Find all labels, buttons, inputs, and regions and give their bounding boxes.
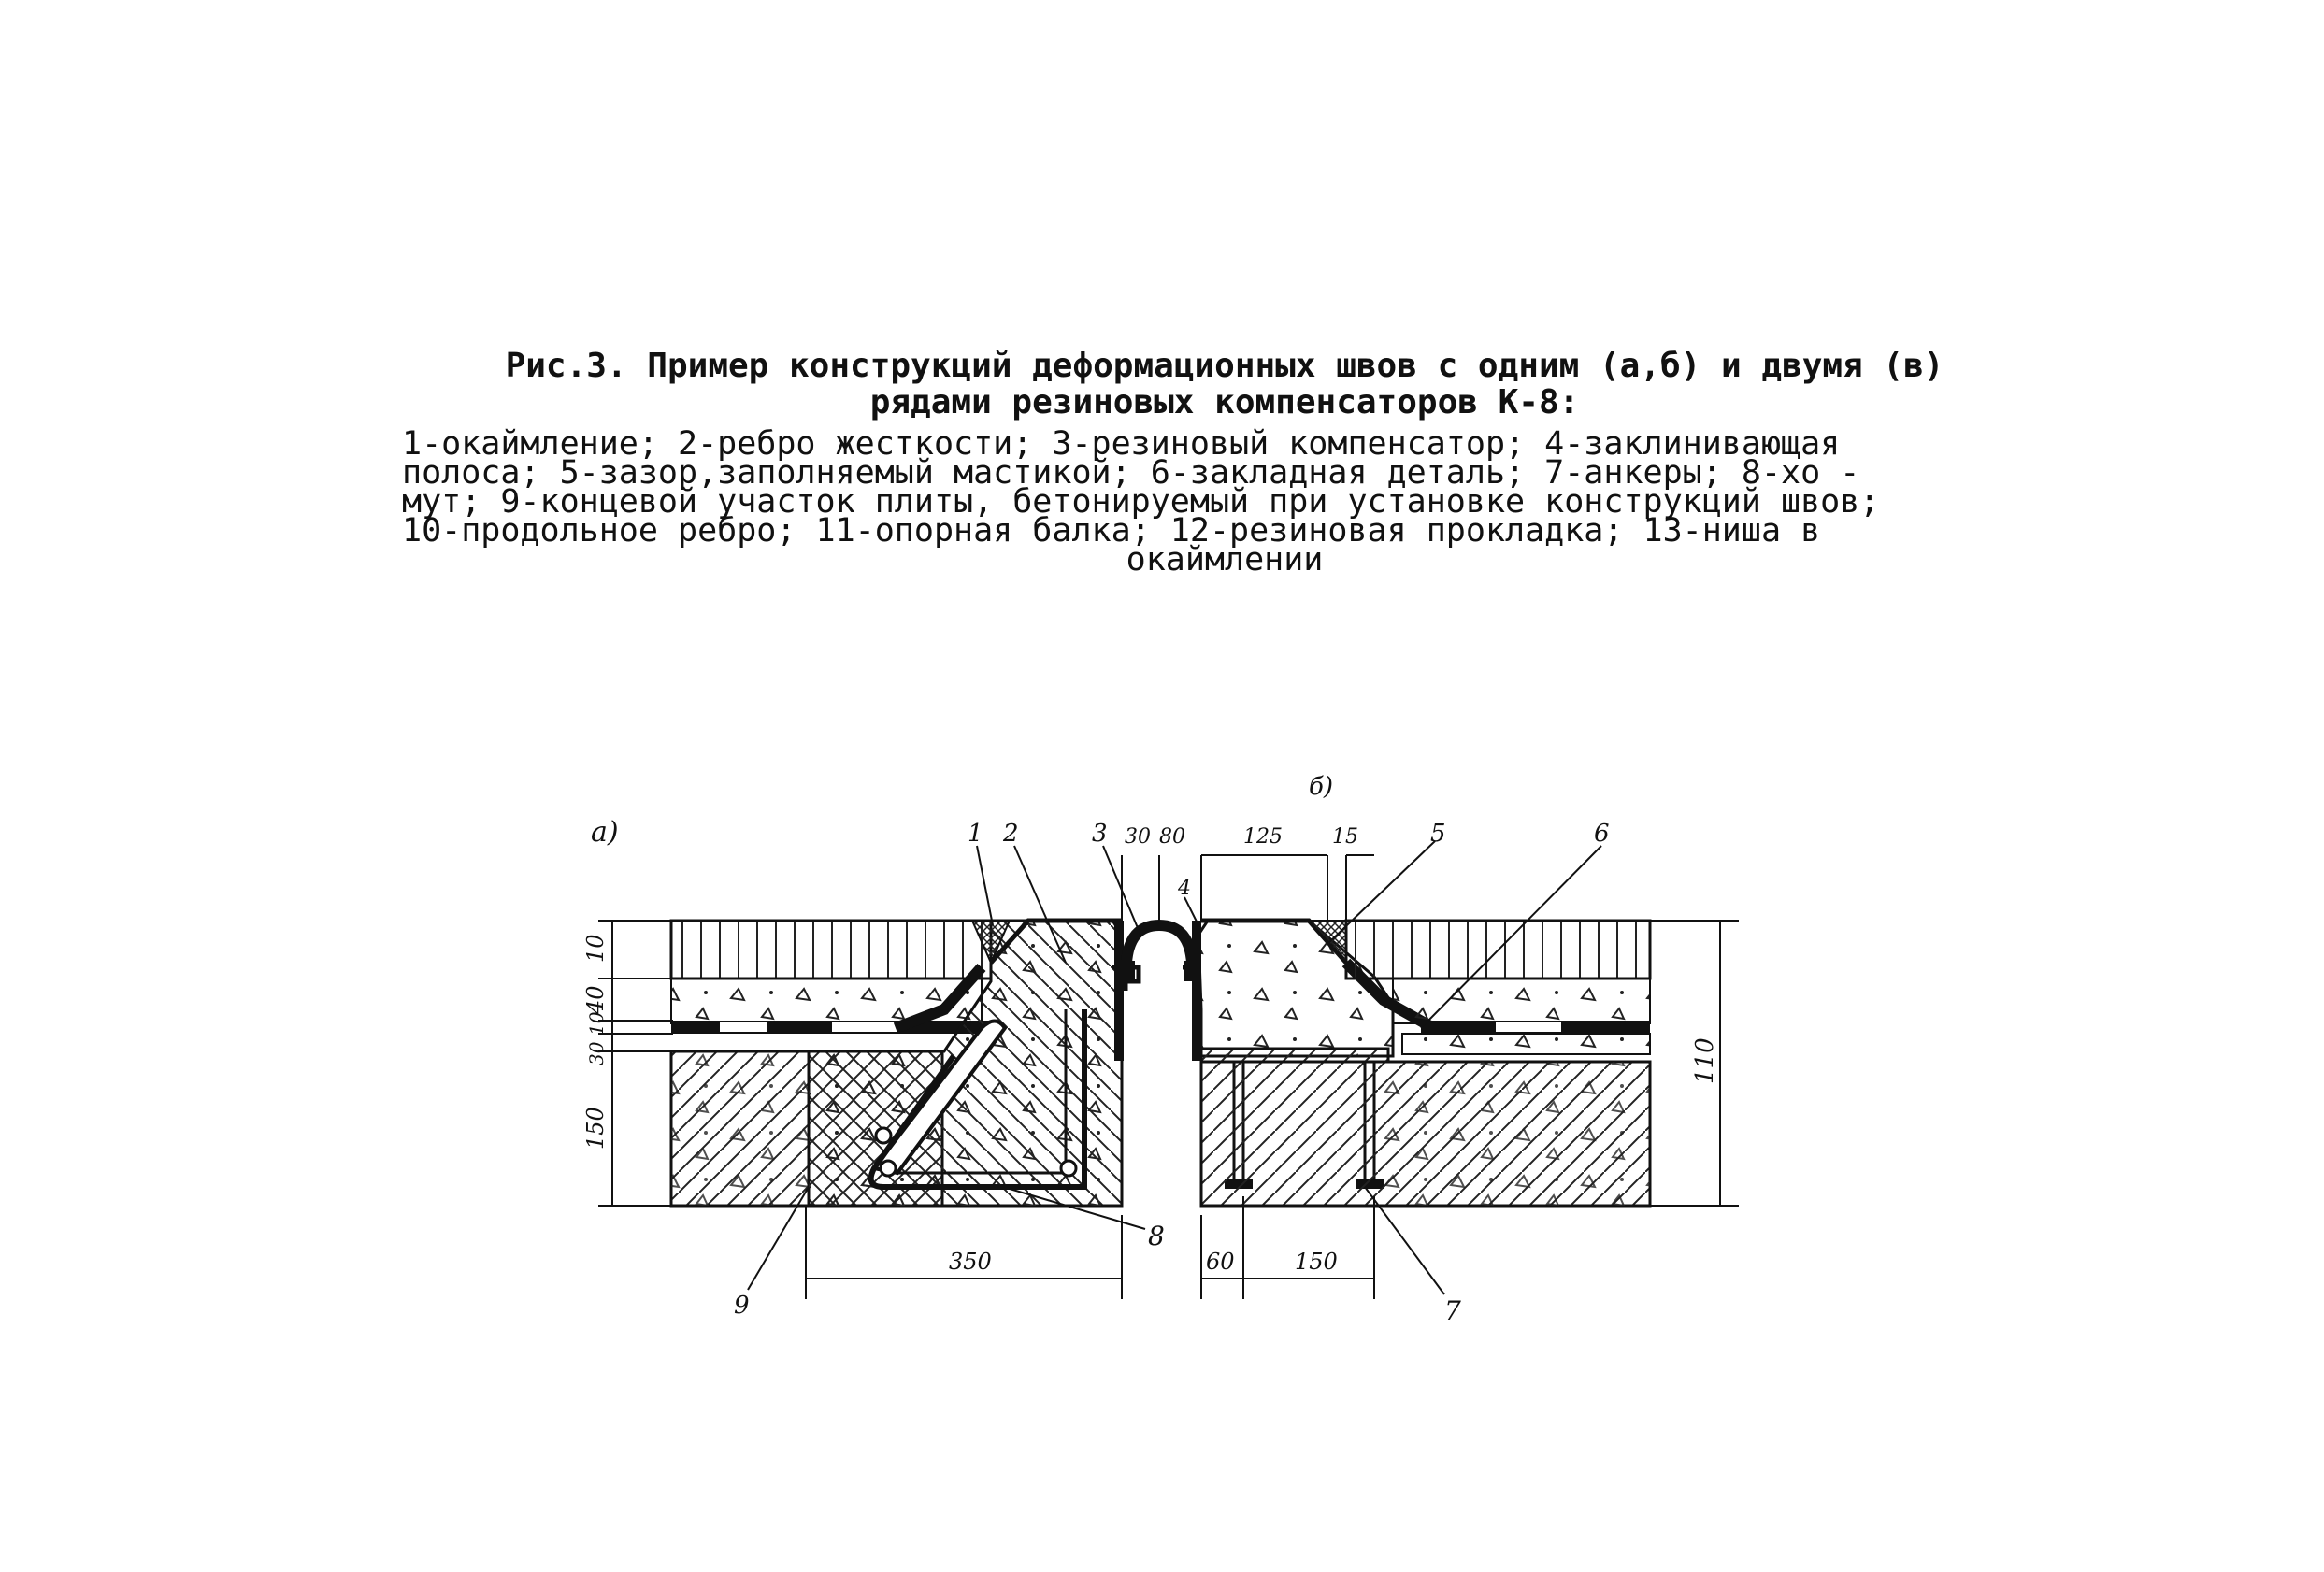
caption-legend-line-4: 10-продольное ребро; 11-опорная балка; 12-резиновая прокладка; 13-ниша в xyxy=(402,512,1821,550)
dim-left-30: 30 xyxy=(585,1041,608,1065)
callout-3: 3 xyxy=(1092,820,1108,848)
dim-bottom-350: 350 xyxy=(949,1249,992,1275)
rebar-circle xyxy=(1061,1161,1076,1176)
left-membrane-gap xyxy=(720,1022,767,1032)
right-membrane-gap xyxy=(1496,1022,1561,1032)
rebar-circle xyxy=(876,1128,891,1143)
compensator-foot-left xyxy=(1120,961,1135,981)
caption-legend-line-5: окаймлении xyxy=(1126,541,1324,579)
rubber-compensator xyxy=(1120,925,1198,981)
left-pavement-layer xyxy=(671,921,991,979)
dim-top-125: 125 xyxy=(1243,825,1283,849)
variant-b-label: б) xyxy=(1309,773,1334,801)
dim-bottom-60: 60 xyxy=(1206,1249,1235,1275)
callout-4: 4 xyxy=(1178,877,1191,900)
callout-9: 9 xyxy=(734,1292,750,1320)
callout-6: 6 xyxy=(1594,820,1610,848)
callout-8: 8 xyxy=(1148,1221,1165,1251)
caption-legend-line-3: мут; 9-концевой участок плиты, бетонируемый при установке конструкций швов; xyxy=(402,483,1880,521)
dim-left-10: 10 xyxy=(582,934,609,963)
left-membrane-gap xyxy=(832,1022,897,1032)
dim-top-80: 80 xyxy=(1159,825,1185,849)
left-membrane-black xyxy=(671,1021,989,1034)
dim-left-150: 150 xyxy=(582,1107,609,1150)
caption-title-line-1: Рис.3. Пример конструкций деформационных швов с одним (а,б) и двумя (в) xyxy=(505,347,1944,385)
top-dimension-lines xyxy=(1122,855,1374,921)
rebar-circle xyxy=(881,1161,896,1176)
right-slab-aggregate xyxy=(1384,1062,1650,1206)
dim-left-40: 40 xyxy=(582,985,609,1014)
callout-1: 1 xyxy=(968,820,983,848)
dim-left-10b: 10 xyxy=(585,1011,608,1036)
dim-top-30: 30 xyxy=(1125,825,1151,849)
dim-right-110: 110 xyxy=(1691,1037,1719,1084)
embedded-plate xyxy=(1201,1049,1388,1062)
dim-top-15: 15 xyxy=(1332,825,1358,849)
caption-legend-line-1: 1-окаймление; 2-ребро жесткости; 3-резиновый компенсатор; 4-заклинивающая xyxy=(402,425,1841,463)
callout-7: 7 xyxy=(1444,1295,1461,1326)
variant-a-label: а) xyxy=(591,816,619,849)
caption-title-line-2: рядами резиновых компенсаторов К-8: xyxy=(869,383,1580,422)
caption-legend-line-2: полоса; 5-зазор,заполняемый мастикой; 6-закладная деталь; 7-анкеры; 8-хо - xyxy=(402,454,1860,492)
left-edging-web xyxy=(1114,921,1124,1061)
dim-bottom-150: 150 xyxy=(1295,1249,1338,1275)
callout-2: 2 xyxy=(1003,820,1019,848)
compensator-arch xyxy=(1126,925,1192,963)
callout-5: 5 xyxy=(1430,820,1446,848)
right-leveling-layer xyxy=(1402,1034,1650,1054)
left-dimension-lines xyxy=(598,921,673,1206)
